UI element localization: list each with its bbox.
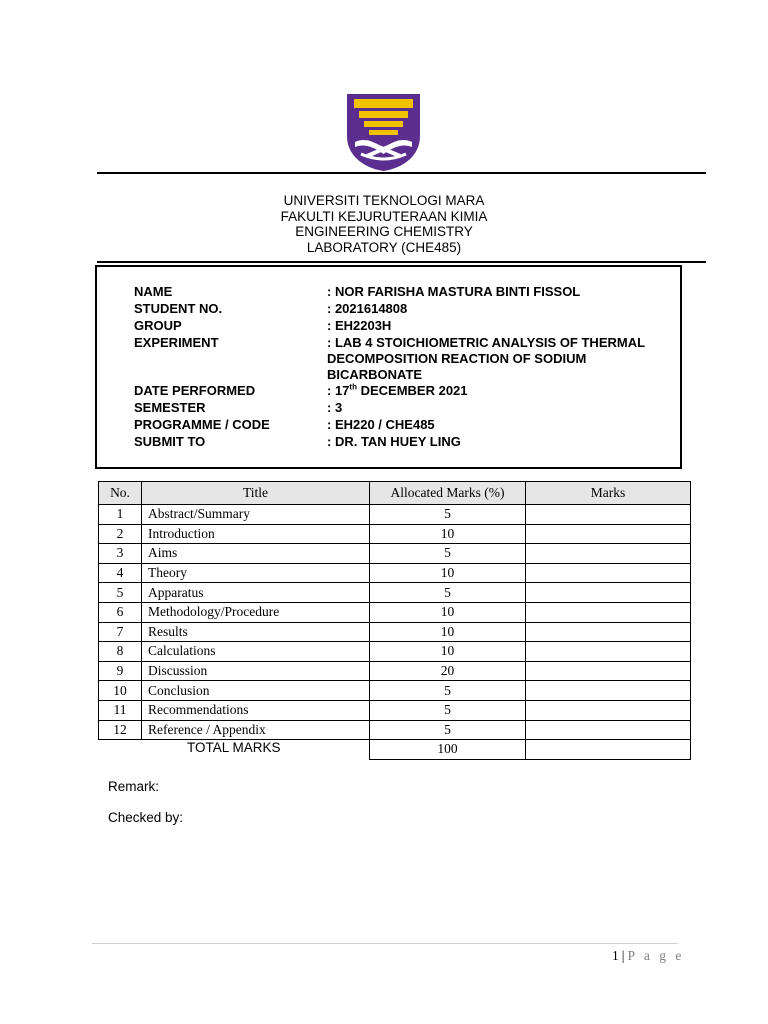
total-marks-label: TOTAL MARKS [186,740,281,756]
total-row [99,740,691,760]
marks-cell[interactable] [526,642,691,662]
name-value: : NOR FARISHA MASTURA BINTI FISSOL [327,284,581,299]
marks-cell[interactable] [526,622,691,642]
course-line-2: LABORATORY (CHE485) [306,239,462,255]
checked-by-label: Checked by: [108,810,184,825]
table-row: 12 Reference / Appendix 5 [99,720,691,740]
page-word: P a g e [627,948,685,963]
header-marks: Marks [526,482,691,505]
date-label: DATE PERFORMED [134,383,256,398]
university-name: UNIVERSITI TEKNOLOGI MARA [283,193,485,208]
marks-cell[interactable] [526,700,691,720]
table-row: 10 Conclusion 5 [99,681,691,701]
table-row: 5 Apparatus 5 [99,583,691,603]
page-number: 1 [612,948,622,963]
marks-cell[interactable] [526,681,691,701]
marks-cell[interactable] [526,563,691,583]
remark-label: Remark: [108,779,160,794]
programme-value: : EH220 / CHE485 [327,417,435,432]
table-row: 11 Recommendations 5 [99,700,691,720]
table-row: 7 Results 10 [99,622,691,642]
experiment-value: : LAB 4 STOICHIOMETRIC ANALYSIS OF THERMAL DECOMPOSITION REACTION OF SODIUM BICARBONATE [327,335,645,382]
student-info-box [95,265,682,469]
experiment-label: EXPERIMENT [134,335,219,350]
header-rule [97,261,706,263]
marks-cell[interactable] [526,720,691,740]
table-row: 8 Calculations 10 [99,642,691,662]
table-header-row [99,482,691,505]
header-title: Title [142,482,370,505]
table-row: 2 Introduction 10 [99,524,691,544]
submit-value: : DR. TAN HUEY LING [327,434,461,449]
programme-label: PROGRAMME / CODE [134,417,270,432]
semester-value: : 3 [327,400,343,415]
student-no-label: STUDENT NO. [134,301,223,316]
top-rule [97,172,706,174]
marks-cell[interactable] [526,524,691,544]
header-allocated: Allocated Marks (%) [370,482,526,505]
student-no-value: : 2021614808 [327,301,408,316]
header-no: No. [99,482,142,505]
total-marks-cell[interactable] [526,740,691,760]
table-row: 6 Methodology/Procedure 10 [99,602,691,622]
marks-cell[interactable] [526,544,691,564]
table-row: 3 Aims 5 [99,544,691,564]
group-value: : EH2203H [327,318,392,333]
faculty-name: FAKULTI KEJURUTERAAN KIMIA [280,208,488,224]
footer-divider [92,943,678,944]
course-line-1: ENGINEERING CHEMISTRY [295,224,473,239]
marks-cell[interactable] [526,583,691,603]
semester-label: SEMESTER [134,400,206,415]
page-footer [612,948,684,964]
marks-table [98,481,691,760]
table-row: 9 Discussion 20 [99,661,691,681]
university-logo-icon [345,92,422,172]
submit-label: SUBMIT TO [134,434,206,449]
footer-separator: | [621,948,628,963]
marks-cell[interactable] [526,505,691,525]
name-label: NAME [134,284,173,299]
group-label: GROUP [134,318,182,333]
date-value: : 17th DECEMBER 2021 [327,382,468,398]
table-row: 4 Theory 10 [99,563,691,583]
document-header [0,193,768,255]
marks-cell[interactable] [526,602,691,622]
total-allocated: 100 [370,740,526,760]
table-row: 1 Abstract/Summary 5 [99,505,691,525]
marks-cell[interactable] [526,661,691,681]
